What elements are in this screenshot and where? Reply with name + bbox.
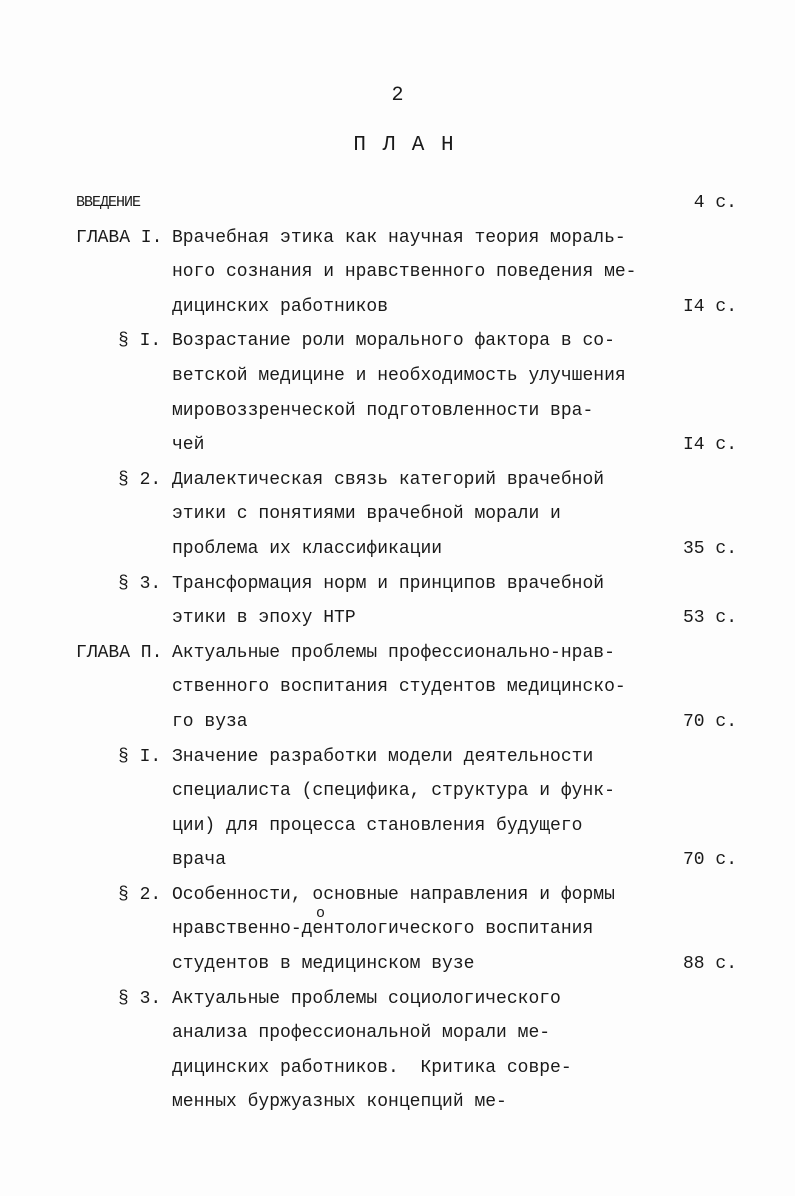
toc-line [0, 532, 795, 567]
toc-line [0, 740, 795, 775]
toc-line [0, 359, 795, 394]
toc-line [0, 463, 795, 498]
toc-entry-text: Диалектическая связь категорий врачебной [172, 469, 605, 490]
toc-line [0, 1016, 795, 1051]
toc-entry-text: Актуальные проблемы профессионально-нрав- [172, 642, 615, 663]
toc-page-ref: 53 с. [682, 608, 737, 629]
toc-entry-label: § I. [118, 746, 162, 767]
toc-entry-label: ГЛАВА I. [76, 227, 163, 248]
toc-entry-label: § 2. [118, 884, 162, 905]
toc-line [0, 912, 795, 947]
toc-line [0, 186, 795, 221]
toc-line [0, 705, 795, 740]
toc-entry-text: нравственно-дентологического воспитания [172, 919, 594, 940]
toc-line [0, 324, 795, 359]
toc-entry-text: анализа профессиональной морали ме- [172, 1023, 551, 1044]
toc-entry-text: дицинских работников [172, 296, 389, 317]
toc-entry-text: ственного воспитания студентов медицинско- [172, 677, 626, 698]
toc-line [0, 428, 795, 463]
toc-line [0, 947, 795, 982]
handwritten-correction: о [316, 905, 326, 922]
toc-line [0, 636, 795, 671]
toc-entry-text: го вуза [172, 711, 248, 732]
toc-entry-text: Значение разработки модели деятельности [172, 746, 594, 767]
toc-entry-label: ГЛАВА П. [76, 642, 163, 663]
toc-entry-text: Особенности, основные направления и формы [172, 884, 615, 905]
toc-entry-text: ции) для процесса становления будущего [172, 815, 583, 836]
toc-entry-text: дицинских работников. Критика совре- [172, 1057, 572, 1078]
toc-line [0, 1085, 795, 1120]
toc-line [0, 255, 795, 290]
toc-entry-text: проблема их классификации [172, 538, 443, 559]
toc-entry-label: § 3. [118, 573, 162, 594]
toc-entry-text: Трансформация норм и принципов врачебной [172, 573, 605, 594]
toc-line [0, 982, 795, 1017]
toc-page-ref: I4 с. [682, 296, 737, 317]
toc-line [0, 290, 795, 325]
toc-line [0, 843, 795, 878]
toc-page-ref: 70 с. [682, 711, 737, 732]
page-title: П Л А Н [353, 134, 456, 157]
toc-line [0, 809, 795, 844]
toc-entry-text: этики в эпоху НТР [172, 608, 356, 629]
toc-entry-text: Врачебная этика как научная теория мораль- [172, 227, 626, 248]
toc-line [0, 878, 795, 913]
toc-entry-text: мировоззренческой подготовленности вра- [172, 400, 594, 421]
toc-entry-text: специалиста (специфика, структура и функ- [172, 781, 615, 802]
toc-page-ref: I4 с. [682, 435, 737, 456]
toc-line [0, 774, 795, 809]
toc-entry-text: врача [172, 850, 227, 871]
toc-line [0, 670, 795, 705]
toc-line [0, 221, 795, 256]
toc-entry-text: чей [172, 435, 205, 456]
toc-page-ref: 4 с. [693, 193, 737, 213]
toc-line [0, 497, 795, 532]
toc-entry-text: ветской медицине и необходимость улучшения [172, 365, 626, 386]
toc-line [0, 394, 795, 429]
toc-entry-label: § 2. [118, 469, 162, 490]
toc-line [0, 1051, 795, 1086]
toc-entry-label: § 3. [118, 988, 162, 1009]
table-of-contents [0, 186, 795, 1120]
page-number: 2 [391, 84, 404, 107]
toc-line [0, 567, 795, 602]
toc-page-ref: 70 с. [682, 850, 737, 871]
toc-entry-text: ного сознания и нравственного поведения ме- [172, 262, 637, 283]
toc-entry-label: ВВЕДЕНИЕ [76, 194, 141, 211]
toc-page-ref: 88 с. [682, 954, 737, 975]
toc-entry-text: Возрастание роли морального фактора в со- [172, 331, 615, 352]
toc-entry-text: студентов в медицинском вузе [172, 954, 475, 975]
toc-line [0, 601, 795, 636]
toc-page-ref: 35 с. [682, 538, 737, 559]
toc-entry-label: § I. [118, 331, 162, 352]
toc-entry-text: Актуальные проблемы социологического [172, 988, 561, 1009]
toc-entry-text: этики с понятиями врачебной морали и [172, 504, 561, 525]
toc-entry-text: менных буржуазных концепций ме- [172, 1092, 507, 1113]
